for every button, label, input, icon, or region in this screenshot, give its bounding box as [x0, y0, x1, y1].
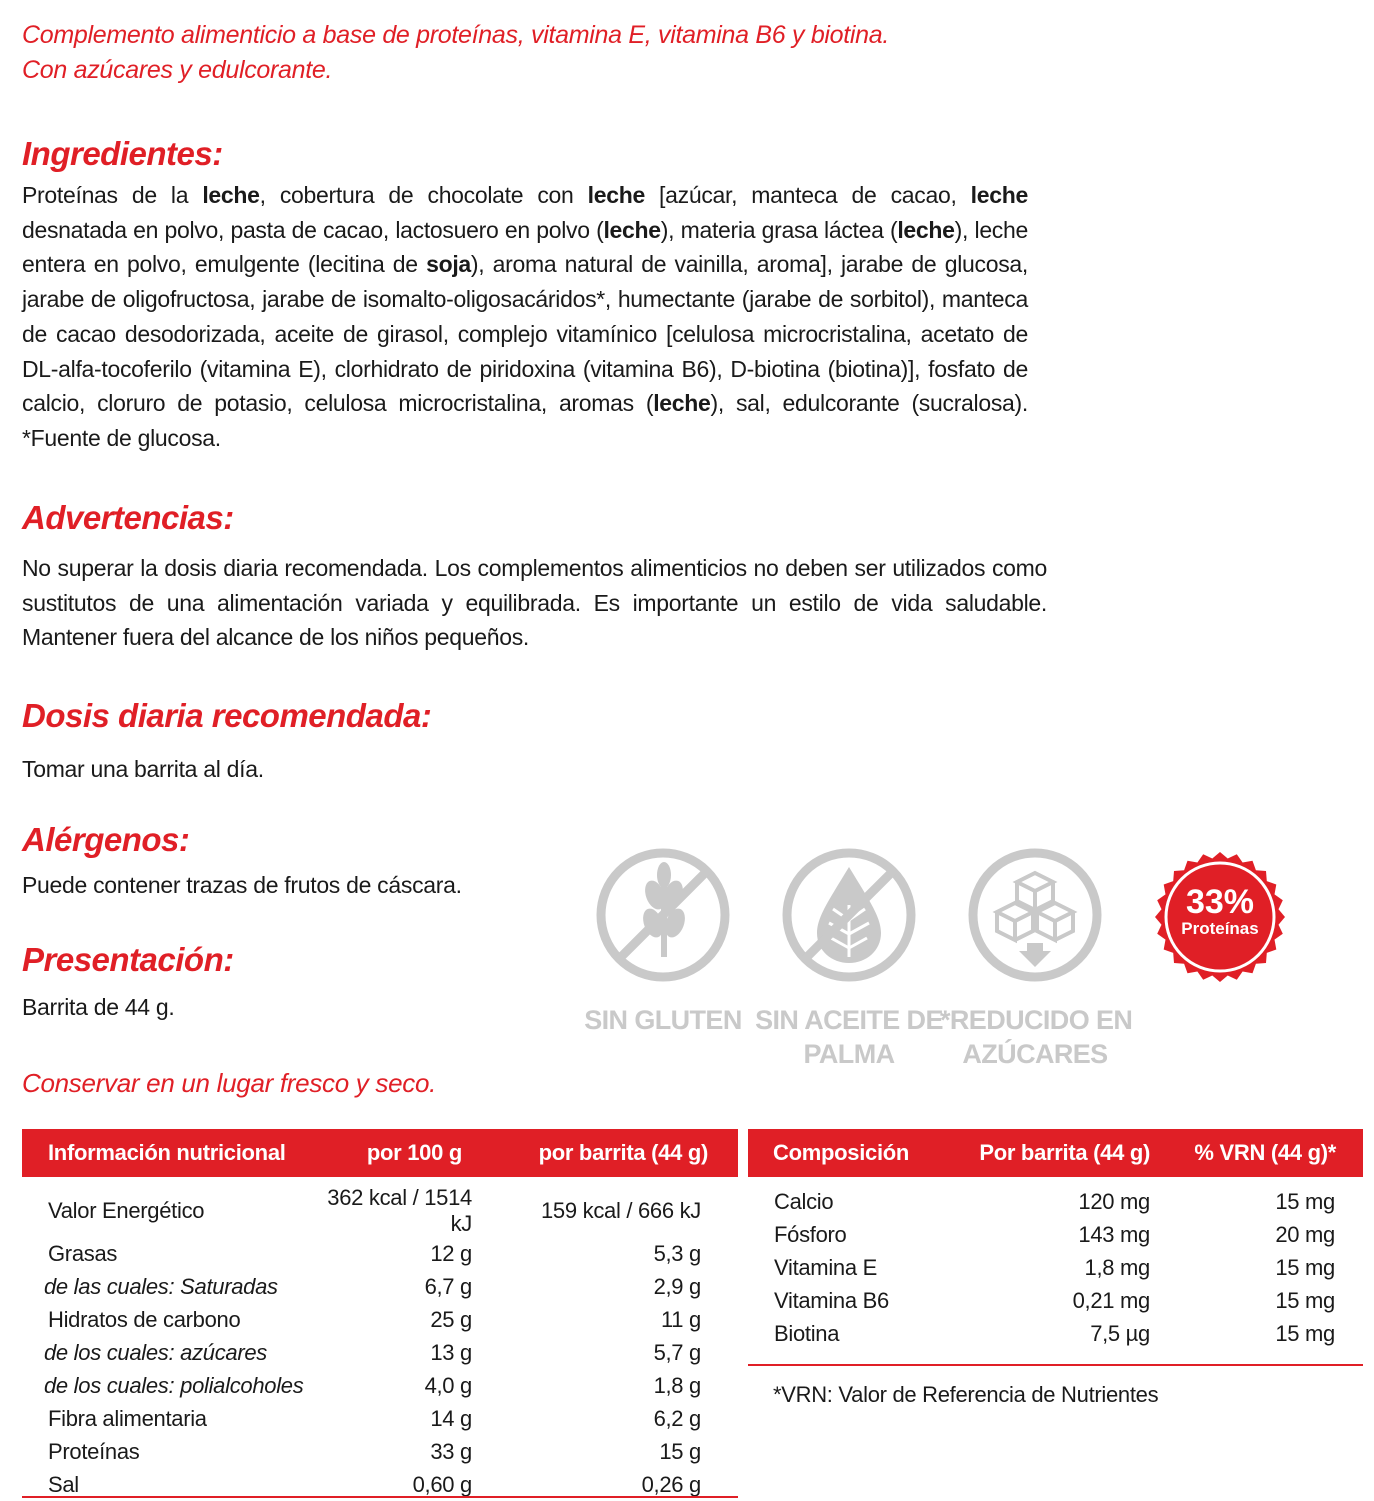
composition-header-name: Composición [748, 1129, 918, 1177]
ingredients-segment: ), aroma natural de vainilla, aroma], jarabe de glucosa, jarabe de oligofructosa, jarabe de isomalto-oligosacáridos*, humectante (jarabe de sorbitol), manteca de cacao desodorizada, aceite de girasol, complejo vitamínico [celulosa microcristalina, acetato de DL-alfa-tocoferilo (vitamina E), clorhidrato de piridoxina (vitamina B6), D-biotina (biotina)], fosfato de calcio, cloruro de potasio, celulosa microcristalina, aromas ( [22, 251, 1028, 417]
nutrient-per100: 4,0 g [424, 1372, 472, 1398]
nutrient-name: Valor Energético [48, 1198, 205, 1223]
nutrient-perbar: 5,3 g [653, 1240, 701, 1266]
composition-perbar: 143 mg [1078, 1221, 1150, 1247]
nutrient-name: de los cuales: azúcares [44, 1339, 268, 1365]
nutrient-perbar: 1,8 g [653, 1372, 701, 1398]
composition-vrn: 15 mg [1275, 1254, 1335, 1280]
composition-name: Fósforo [774, 1221, 847, 1247]
composition-row [748, 1317, 1363, 1350]
composition-perbar: 120 mg [1078, 1188, 1150, 1214]
description-line-1: Complemento alimenticio a base de proteínas, vitamina E, vitamina B6 y biotina. [22, 21, 890, 49]
nutrient-name: Proteínas [48, 1438, 140, 1464]
allergen-highlight: leche [970, 182, 1028, 208]
composition-name: Biotina [774, 1320, 840, 1346]
reduced-sugar-icon [965, 845, 1105, 985]
allergen-highlight: leche [202, 182, 260, 208]
composition-name: Vitamina B6 [774, 1287, 889, 1313]
nutrient-perbar: 0,26 g [641, 1471, 701, 1497]
presentation-heading: Presentación: [22, 941, 234, 978]
nutrition-header-per100: por 100 g [306, 1129, 486, 1177]
nutrient-perbar: 2,9 g [653, 1273, 701, 1299]
nutrient-perbar: 6,2 g [653, 1405, 701, 1431]
allergen-highlight: soja [426, 251, 471, 278]
palm-oil-free-label: SIN ACEITE DE PALMA [755, 1005, 943, 1069]
presentation-text: Barrita de 44 g. [22, 994, 175, 1020]
ingredients-segment: desnatada en polvo, pasta de cacao, lactosuero en polvo ( [22, 216, 604, 243]
composition-perbar: 1,8 mg [1084, 1254, 1150, 1280]
nutrient-per100: 14 g [430, 1405, 472, 1431]
composition-row [748, 1177, 1363, 1218]
composition-vrn: 15 mg [1275, 1287, 1335, 1313]
nutrient-per100: 13 g [430, 1339, 472, 1365]
ingredients-segment: ), leche entera en polvo, emulgente (lecitina de [22, 216, 1028, 278]
composition-row [748, 1251, 1363, 1284]
nutrient-name: Hidratos de carbono [48, 1306, 241, 1332]
composition-name: Vitamina E [774, 1254, 877, 1280]
nutrient-per100: 12 g [430, 1240, 472, 1266]
allergens-heading: Alérgenos: [22, 821, 190, 858]
nutrition-header-name: Información nutricional [22, 1129, 306, 1177]
nutrition-table [22, 1129, 738, 1501]
nutrient-name: de las cuales: Saturadas [44, 1273, 278, 1299]
allergen-highlight: leche [603, 216, 661, 243]
composition-row [748, 1218, 1363, 1251]
composition-header-vrn: % VRN (44 g)* [1150, 1129, 1363, 1177]
nutrition-header-perbar: por barrita (44 g) [486, 1129, 738, 1177]
gluten-free-label: SIN GLUTEN [584, 1005, 742, 1035]
composition-row [748, 1284, 1363, 1317]
nutrition-header-row [22, 1129, 738, 1177]
nutrition-row [22, 1303, 738, 1336]
dose-heading: Dosis diaria recomendada: [22, 697, 432, 734]
ingredients-segment: ), materia grasa láctea ( [660, 216, 898, 243]
protein-label: Proteínas [1181, 919, 1259, 938]
nutrition-table-bottom-rule [22, 1496, 738, 1498]
allergen-highlight: leche [653, 390, 711, 417]
no-palm-oil-icon [779, 845, 919, 985]
no-wheat-icon [593, 845, 733, 985]
composition-name: Calcio [774, 1188, 834, 1214]
ingredients-heading: Ingredientes: [22, 135, 223, 172]
dose-text: Tomar una barrita al día. [22, 756, 264, 782]
allergens-text: Puede contener trazas de frutos de cáscara. [22, 872, 462, 898]
description-line-2: Con azúcares y edulcorante. [22, 56, 333, 84]
nutrition-row [22, 1402, 738, 1435]
nutrition-row [22, 1369, 738, 1402]
warnings-heading: Advertencias: [22, 499, 234, 536]
warnings-text: No superar la dosis diaria recomendada. Los complementos alimenticios no deben ser utilizados como sustitutos de una alimentación variada y equilibrada. Es importante un estilo de vida saludable. Mantener fuera del alcance de los niños pequeños. [22, 555, 1047, 651]
ingredients-text [22, 178, 1028, 456]
nutrient-name: Grasas [48, 1240, 118, 1266]
nutrient-perbar: 159 kcal / 666 kJ [541, 1198, 701, 1223]
reduced-sugar-label: *REDUCIDO EN AZÚCARES [940, 1005, 1133, 1069]
composition-vrn: 20 mg [1275, 1221, 1335, 1247]
ingredients-segment: Proteínas de la [22, 182, 203, 208]
nutrient-per100: 25 g [430, 1306, 472, 1332]
composition-vrn: 15 mg [1275, 1188, 1335, 1214]
nutrient-per100: 33 g [430, 1438, 472, 1464]
nutrient-perbar: 15 g [659, 1438, 701, 1464]
nutrition-row [22, 1435, 738, 1468]
ingredients-segment: , cobertura de chocolate con [259, 182, 588, 208]
vrn-footnote: *VRN: Valor de Referencia de Nutrientes [773, 1382, 1159, 1407]
ingredients-segment: ), sal, edulcorante (sucralosa). *Fuente de glucosa. [22, 390, 1028, 451]
nutrient-perbar: 5,7 g [653, 1339, 701, 1365]
nutrient-name: de los cuales: polialcoholes [44, 1372, 304, 1398]
allergen-highlight: leche [587, 182, 645, 208]
composition-header-perbar: Por barrita (44 g) [918, 1129, 1150, 1177]
nutrient-per100: 6,7 g [424, 1273, 472, 1299]
nutrition-row [22, 1237, 738, 1270]
nutrient-per100: 362 kcal / 1514 kJ [327, 1185, 472, 1236]
product-description [22, 18, 1122, 88]
nutrient-name: Sal [48, 1471, 79, 1497]
nutrient-perbar: 11 g [661, 1306, 701, 1332]
protein-seal [1155, 885, 1285, 939]
composition-vrn: 15 mg [1275, 1320, 1335, 1346]
storage-note: Conservar en un lugar fresco y seco. [22, 1068, 437, 1098]
nutrition-row [22, 1177, 738, 1237]
ingredients-segment: [azúcar, manteca de cacao, [644, 182, 971, 208]
composition-table-bottom-rule [748, 1364, 1363, 1366]
composition-header-row [748, 1129, 1363, 1177]
protein-percentage: 33% [1185, 883, 1255, 921]
composition-table [748, 1129, 1363, 1350]
nutrient-name: Fibra alimentaria [48, 1405, 207, 1431]
nutrition-row [22, 1336, 738, 1369]
nutrition-row [22, 1270, 738, 1303]
composition-perbar: 0,21 mg [1072, 1287, 1150, 1313]
composition-perbar: 7,5 µg [1090, 1320, 1150, 1346]
allergen-highlight: leche [897, 216, 955, 243]
nutrient-per100: 0,60 g [412, 1471, 472, 1497]
